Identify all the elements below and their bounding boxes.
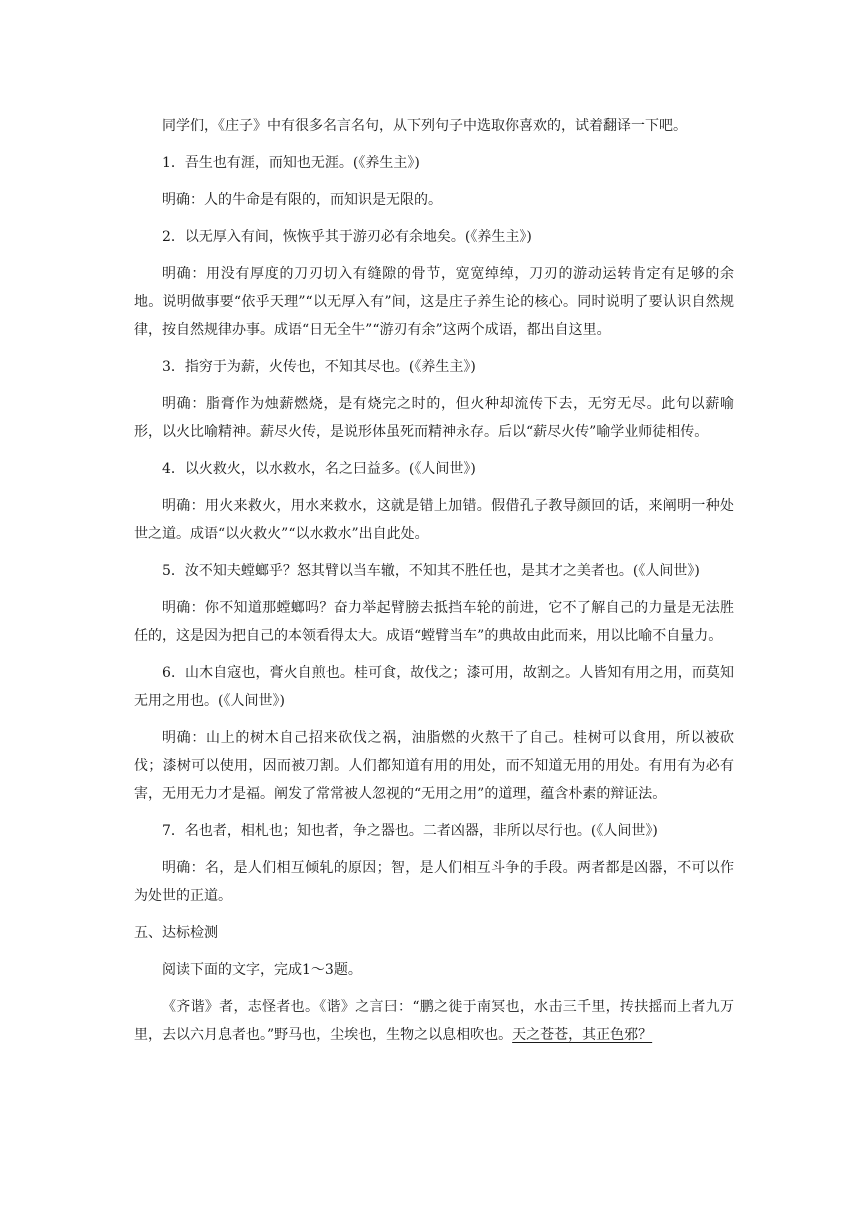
explanation-5: 明确：你不知道那螳螂吗？奋力举起臂膀去抵挡车轮的前进，它不了解自己的力量是无法胜任的，这是因为把自己的本领看得太大。成语“螳臂当车”的典故由此而来，用以比喻不自量力。: [134, 600, 734, 644]
document-body: [134, 112, 734, 1058]
reading-passage: [134, 993, 734, 1049]
quote-6: 6．山木自寇也，膏火自煎也。桂可食，故伐之；漆可用，故割之。人皆知有用之用，而莫知无用之用也。(《人间世》): [134, 665, 734, 709]
quote-3: 3．指穷于为薪，火传也，不知其尽也。(《养生主》): [162, 359, 476, 375]
explanation-1: 明确：人的牛命是有限的，而知识是无限的。: [162, 192, 442, 208]
explanation-6: 明确：山上的树木自己招来砍伐之祸，油脂燃的火熬干了自己。桂树可以食用，所以被砍伐；漆树可以使用，因而被刀割。人们都知道有用的用处，而不知道无用的用处。有用有为必有害，无用无力才是福。阐发了常常被人忽视的“无用之用”的道理，蕴含朴素的辩证法。: [134, 730, 734, 802]
explanation-7: 明确：名，是人们相互倾轧的原因；智，是人们相互斗争的手段。两者都是凶器，不可以作为处世的正道。: [134, 860, 734, 904]
quote-2: 2．以无厚入有间，恢恢乎其于游刃必有余地矣。(《养生主》): [162, 229, 532, 245]
quote-7: 7．名也者，相札也；知也者，争之器也。二者凶器，非所以尽行也。(《人间世》): [162, 823, 658, 839]
explanation-2: 明确：用没有厚度的刀刃切入有缝隙的骨节，宽宽绰绰，刀刃的游动运转肯定有足够的余地。说明做事要“依乎天理”“以无厚入有”间，这是庄子养生论的核心。同时说明了要认识自然规律，按自然规律办事。成语“日无全牛”“游刃有余”这两个成语，都出自这里。: [134, 266, 734, 338]
passage-text: 《齐谐》者，志怪者也。《谐》之言曰：“鹏之徙于南冥也，水击三千里，抟扶摇而上者九万里，去以六月息者也。”野马也，尘埃也，生物之以息相吹也。: [134, 999, 734, 1043]
explanation-3: 明确：脂膏作为烛薪燃烧，是有烧完之时的，但火种却流传下去，无穷无尽。此句以薪喻形，以火比喻精神。薪尽火传，是说形体虽死而精神永存。后以“薪尽火传”喻学业师徒相传。: [134, 396, 734, 440]
quote-1: 1．吾生也有涯，而知也无涯。(《养生主》): [162, 155, 420, 171]
intro-paragraph: 同学们，《庄子》中有很多名言名句，从下列句子中选取你喜欢的，试着翻译一下吧。: [162, 118, 687, 134]
section-heading: 五、达标检测: [134, 925, 218, 941]
underlined-sentence: 天之苍苍，其正色邪？: [512, 1027, 653, 1043]
quote-5: 5．汝不知夫螳螂乎？怒其臂以当车辙，不知其不胜任也，是其才之美者也。(《人间世》): [162, 563, 700, 579]
reading-instruction: 阅读下面的文字，完成1～3题。: [162, 962, 362, 978]
explanation-4: 明确：用火来救火，用水来救水，这就是错上加错。假借孔子教导颜回的话，来阐明一种处世之道。成语“以火救火”“以水救水”出自此处。: [134, 498, 734, 542]
quote-4: 4．以火救火，以水救水，名之曰益多。(《人间世》): [162, 461, 476, 477]
